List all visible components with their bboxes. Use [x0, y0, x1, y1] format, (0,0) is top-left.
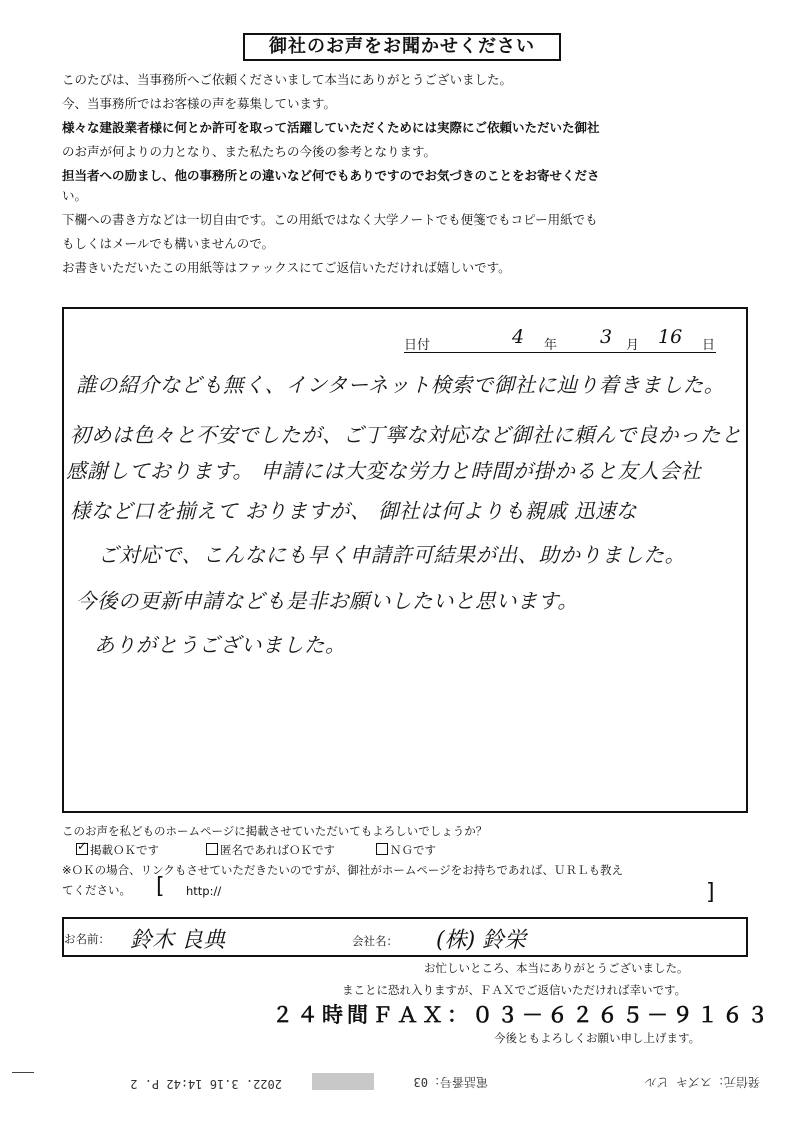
intro-line: のお声が何よりの力となり、また私たちの今後の参考となります。: [62, 144, 437, 159]
option-ng[interactable]: ＮＧです: [376, 842, 436, 858]
checkbox-ng[interactable]: [376, 843, 388, 855]
intro-line: お書きいただいたこの用紙等はファックスにてご返信いただければ嬉しいです。: [62, 260, 511, 275]
link-note: ※ＯＫの場合、リンクもさせていただきたいのですが、御社がホームページをお持ちであれば、ＵＲＬも教え: [62, 863, 624, 877]
url-bracket-close: ]: [706, 880, 715, 905]
date-year-unit: 年: [544, 338, 558, 353]
scan-mark: [12, 1072, 34, 1073]
checkbox-publish-ok[interactable]: [76, 839, 88, 855]
company-value: (株) 鈴栄: [436, 928, 527, 953]
fax-header-upside-down: [40, 1073, 760, 1091]
name-label: お名前：: [64, 932, 110, 946]
page-title: 御社のお声をお聞かせください: [243, 33, 561, 61]
date-label: 日付: [404, 338, 431, 353]
check-mark-icon: ✓: [77, 839, 88, 853]
message-line: 誰の紹介なども無く、インターネット検索で御社に辿り着きました。: [76, 373, 725, 397]
date-field: [404, 326, 716, 353]
date-day: 16: [658, 326, 683, 348]
closing-fax-request: まことに恐れ入りますが、ＦＡＸでご返信いただければ幸いです。: [342, 983, 687, 997]
link-note-cont: てください。: [62, 883, 131, 897]
closing-regards: 今後ともよろしくお願い申し上げます。: [494, 1031, 701, 1045]
option-publish-ok[interactable]: ✓ 掲載ＯＫです: [77, 839, 159, 857]
intro-line: 下欄への書き方などは一切自由です。この用紙ではなく大学ノートでも便箋でもコピー用紙でも: [62, 212, 598, 227]
date-day-unit: 日: [702, 338, 716, 353]
intro-line: 様々な建設業者様に何とか許可を取って活躍していただくためには実際にご依頼いただいた御社: [62, 120, 600, 135]
date-month: 3: [600, 326, 613, 348]
url-bracket-open: [: [156, 874, 165, 899]
intro-line: い。: [62, 188, 88, 203]
company-label: 会社名：: [352, 934, 398, 948]
intro-line: このたびは、当事務所へご依頼くださいまして本当にありがとうございました。: [62, 72, 513, 87]
fax-sender: 発信元：スズキ ビル: [644, 1075, 760, 1089]
name-box: [62, 917, 748, 957]
message-line: ありがとうございました。: [94, 633, 346, 657]
date-month-unit: 月: [626, 338, 640, 353]
fax-phone-label: 電話番号：03: [413, 1075, 488, 1089]
consent-question: このお声を私どものホームページに掲載させていただいてもよろしいでしょうか？: [62, 824, 488, 838]
intro-line: 担当者への励まし、他の事務所との違いなど何でもありですのでお気づきのことをお寄せくださ: [62, 168, 600, 183]
fax-timestamp: 2022. 3.16 14:42 P. 2: [130, 1077, 282, 1091]
intro-line: 今、当事務所ではお客様の声を募集しています。: [62, 96, 337, 111]
message-line: ご対応で、こんなにも早く申請許可結果が出、助かりました。: [98, 543, 686, 567]
message-line: 感謝しております。 申請には大変な労力と時間が掛かると友人会社: [66, 459, 702, 483]
message-line: 初めは色々と不安でしたが、ご丁寧な対応など御社に頼んで良かったと: [70, 423, 742, 447]
name-value: 鈴木 良典: [130, 928, 225, 953]
intro-line: もしくはメールでも構いませんので。: [62, 236, 275, 251]
fax-number: ２４時間ＦＡＸ：０３－６２６５－９１６３: [272, 1003, 772, 1027]
message-line: 様など口を揃えて おりますが、 御社は何よりも親戚 迅速な: [70, 499, 638, 523]
redaction-block: [312, 1073, 374, 1090]
checkbox-anonymous-ok[interactable]: [206, 843, 218, 855]
message-line: 今後の更新申請なども是非お願いしたいと思います。: [76, 589, 579, 613]
date-year: 4: [512, 326, 525, 348]
url-field[interactable]: http://: [186, 884, 222, 898]
closing-thanks: お忙しいところ、本当にありがとうございました。: [424, 961, 689, 975]
option-anonymous-ok[interactable]: 匿名であればＯＫです: [206, 842, 335, 858]
